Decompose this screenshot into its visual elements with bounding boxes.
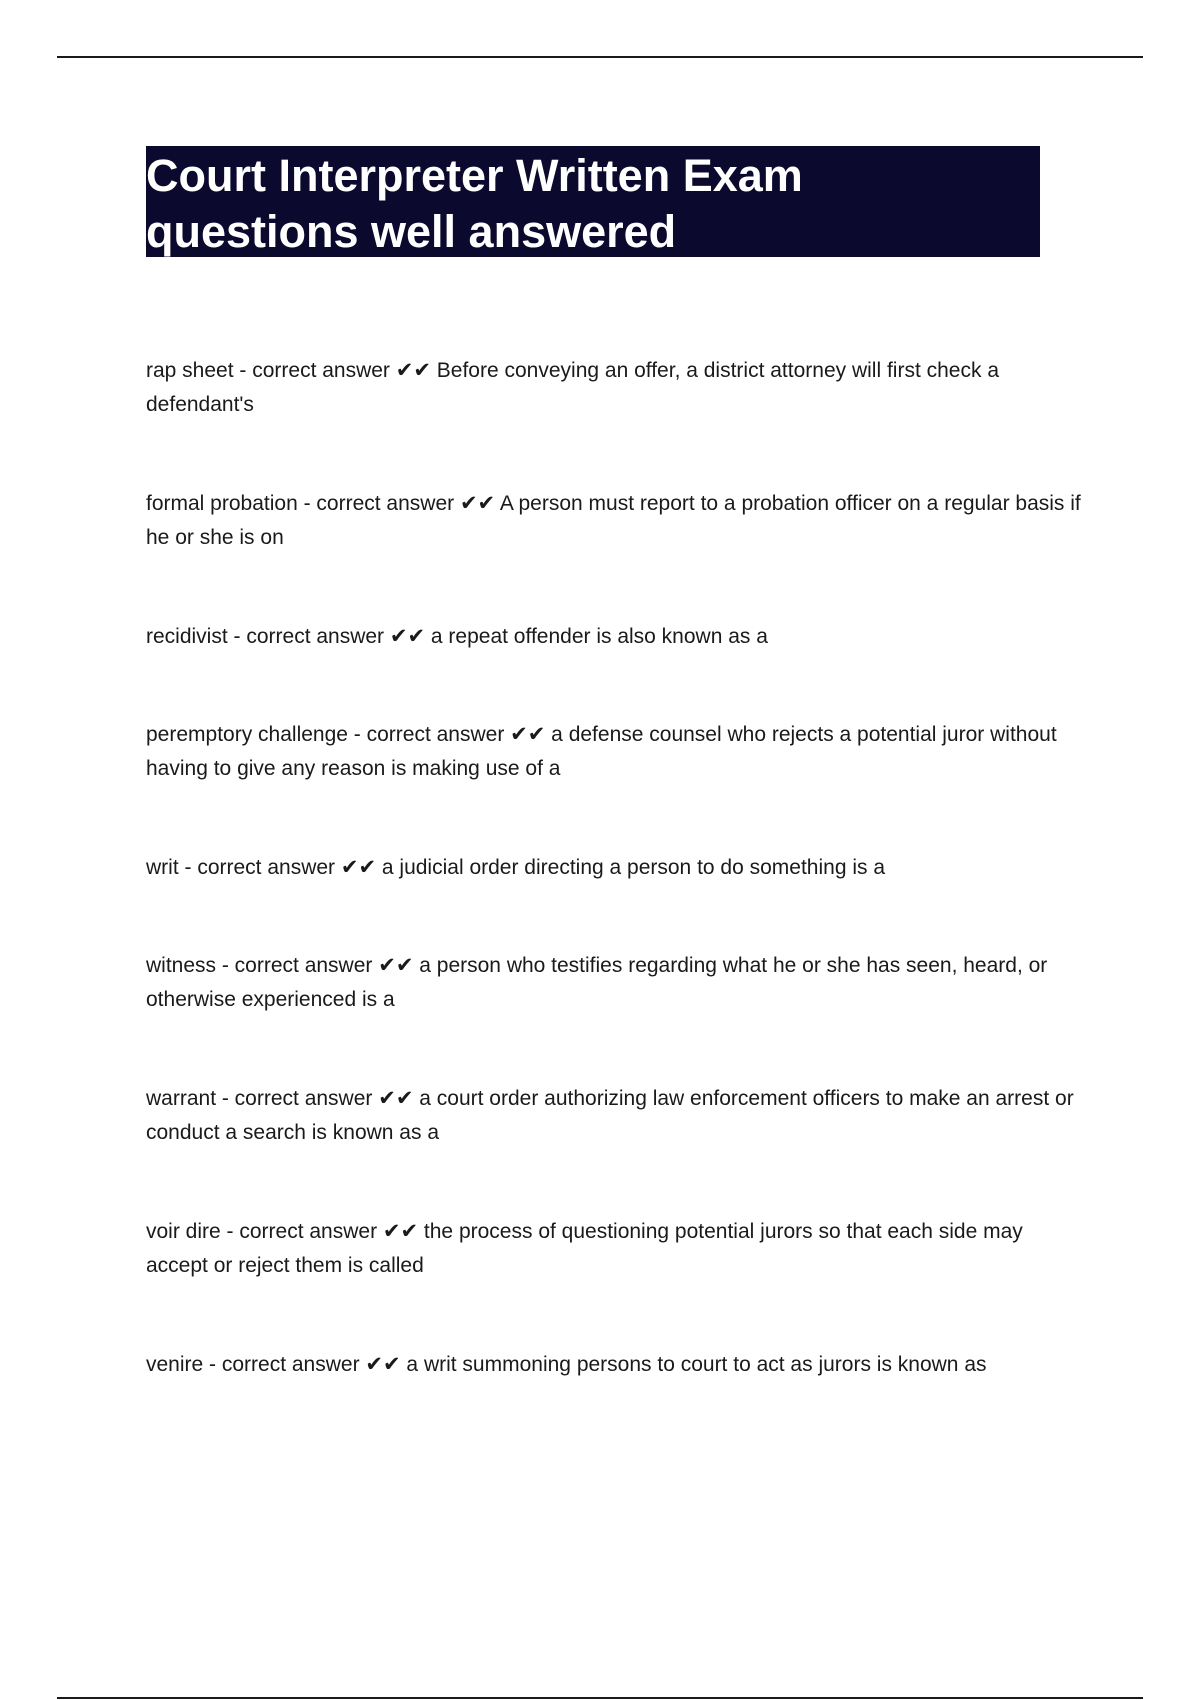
qa-item-rap-sheet: rap sheet - correct answer ✔✔ Before conveying an offer, a district attorney will first check a defendant's xyxy=(146,359,1000,416)
qa-item-witness: witness - correct answer ✔✔ a person who testifies regarding what he or she has seen, heard, or otherwise experienced is a xyxy=(146,954,1048,1011)
title-banner xyxy=(146,146,1040,257)
qa-item-peremptory-challenge: peremptory challenge - correct answer ✔✔ a defense counsel who rejects a potential juror without having to give any reason is making use of a xyxy=(146,723,1057,780)
qa-item-venire: venire - correct answer ✔✔ a writ summoning persons to court to act as jurors is known as xyxy=(146,1353,987,1376)
bottom-divider xyxy=(57,1697,1143,1699)
qa-item-writ: writ - correct answer ✔✔ a judicial order directing a person to do something is a xyxy=(146,856,886,879)
page-title: Court Interpreter Written Exam questions well answered xyxy=(146,150,803,257)
qa-item-warrant: warrant - correct answer ✔✔ a court order authorizing law enforcement officers to make an arrest or conduct a search is known as a xyxy=(146,1087,1074,1144)
qa-list xyxy=(146,354,1081,1446)
qa-item-recidivist: recidivist - correct answer ✔✔ a repeat offender is also known as a xyxy=(146,625,768,648)
qa-item-formal-probation: formal probation - correct answer ✔✔ A person must report to a probation officer on a regular basis if he or she is on xyxy=(146,492,1081,549)
top-divider xyxy=(57,56,1143,58)
qa-item-voir-dire: voir dire - correct answer ✔✔ the process of questioning potential jurors so that each side may accept or reject them is called xyxy=(146,1220,1023,1277)
